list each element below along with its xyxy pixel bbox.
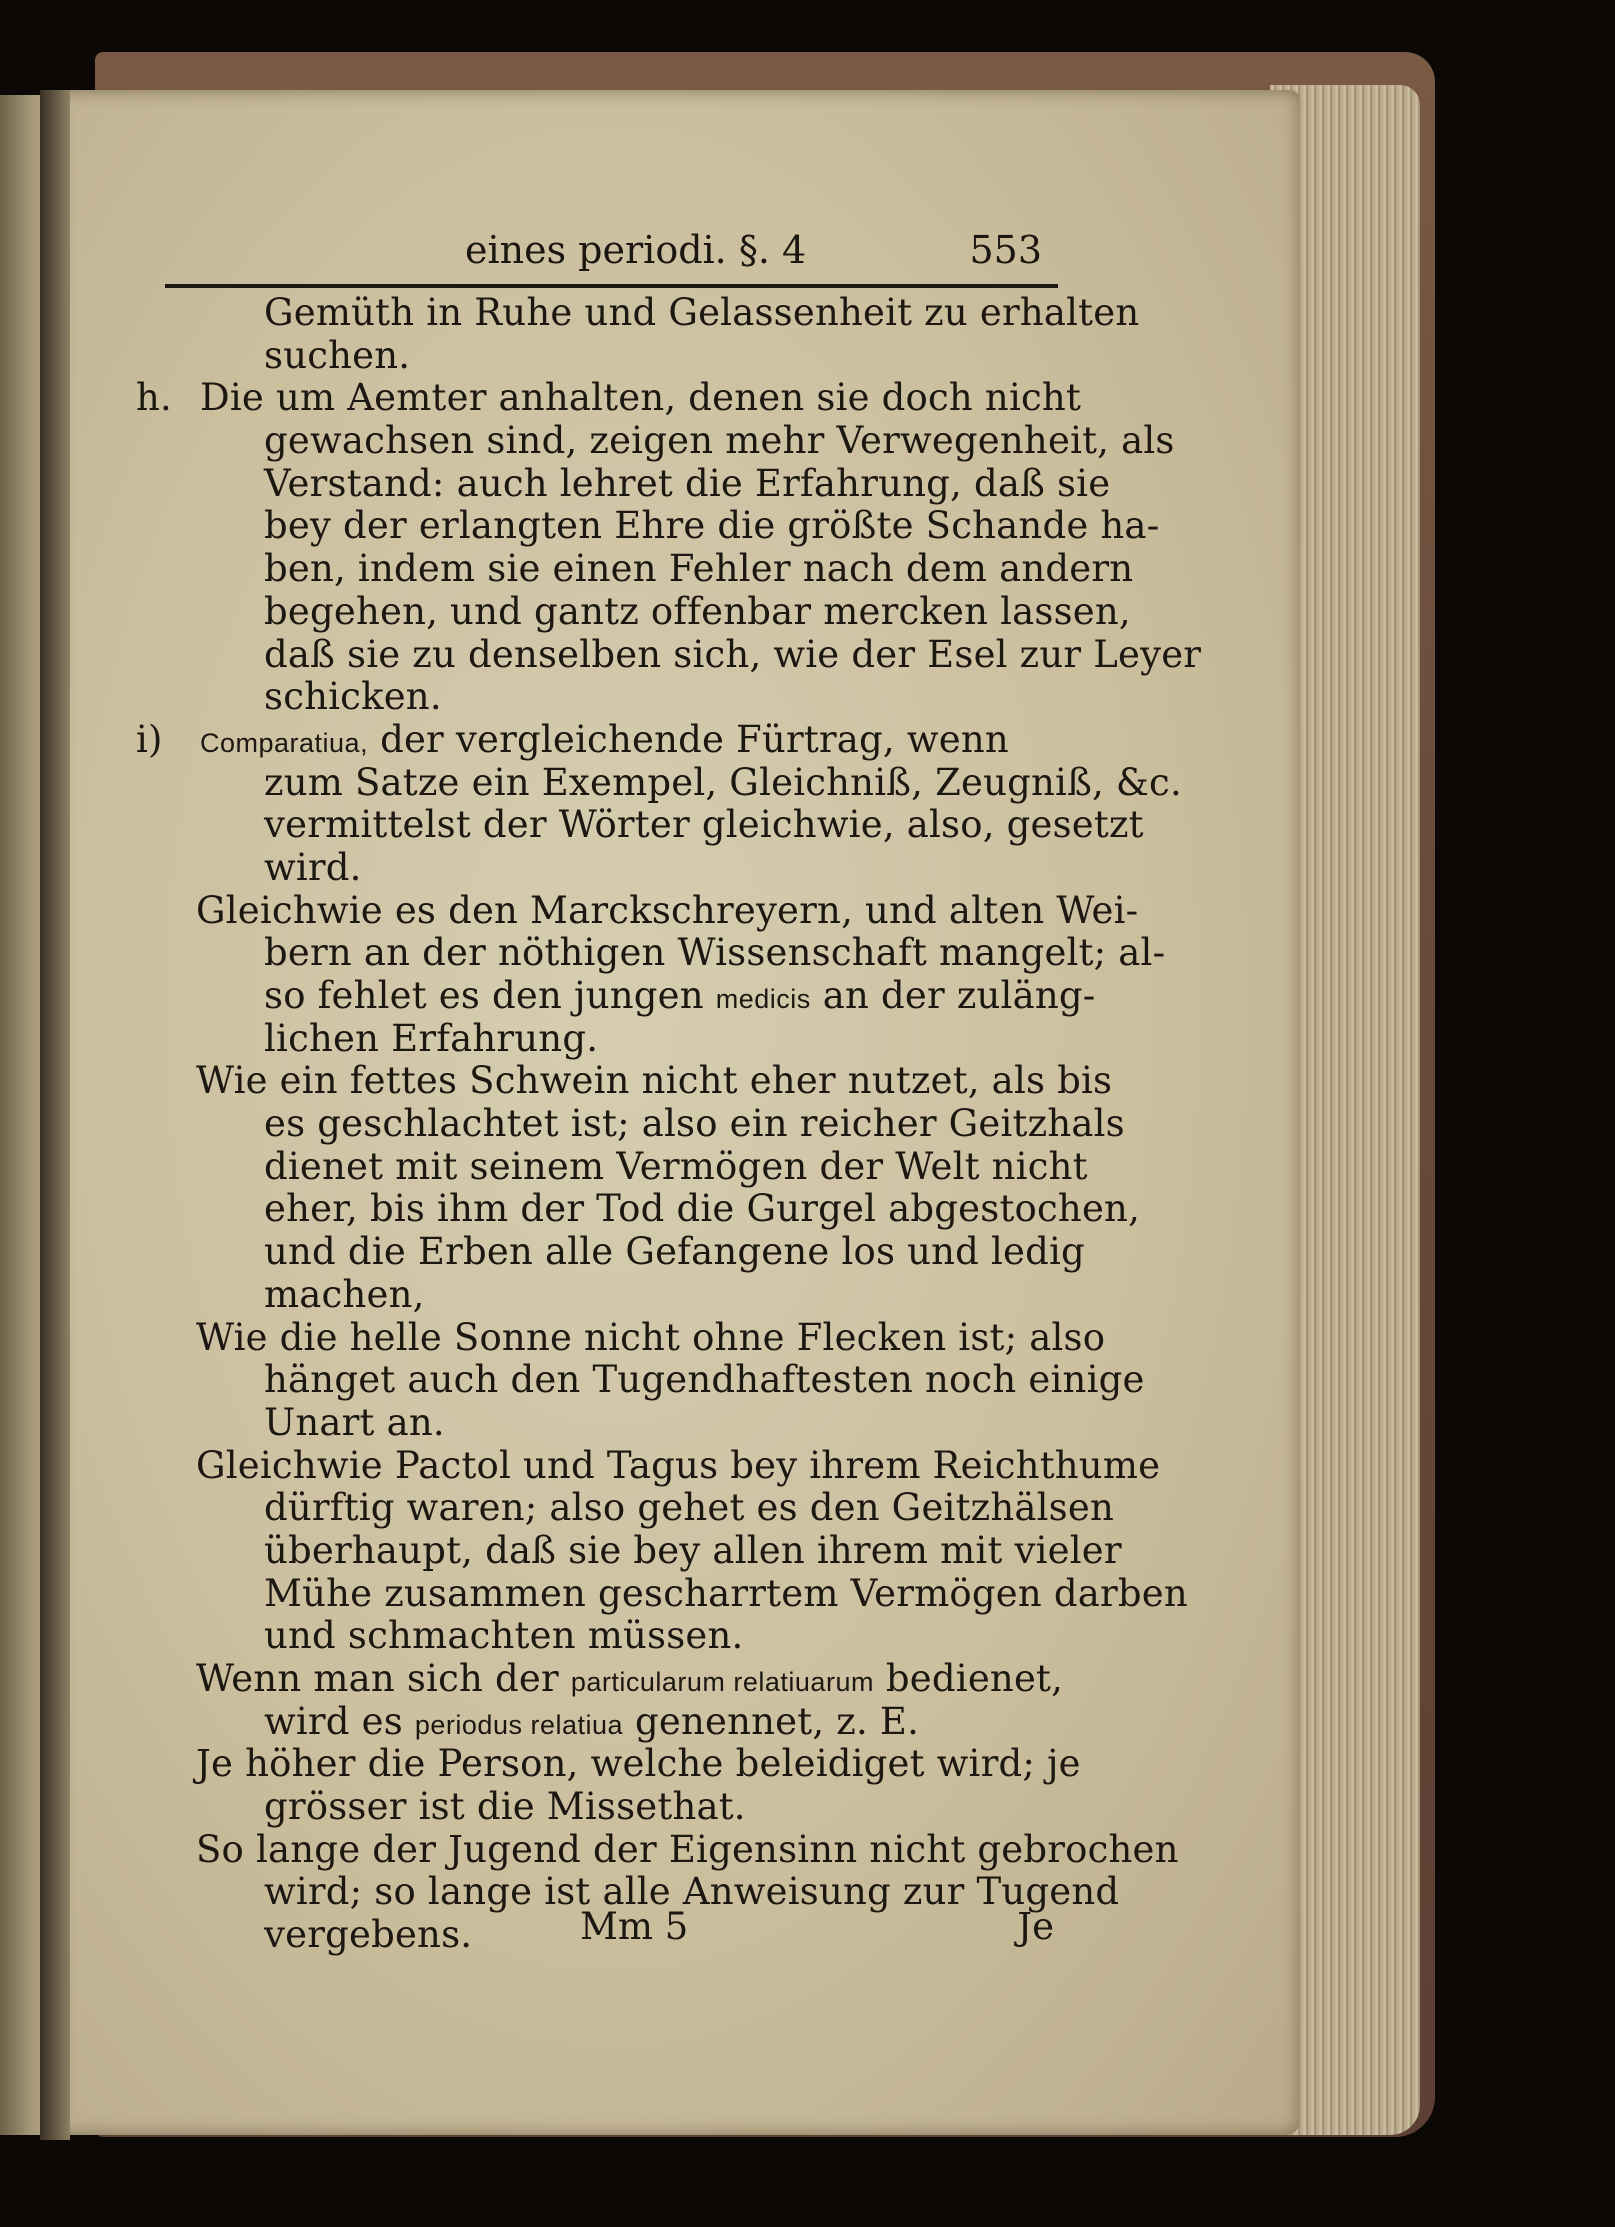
text-line: Verstand: auch lehret die Erfahrung, daß sie	[264, 461, 1111, 505]
text-line: Mühe zusammen gescharrtem Vermögen darben	[264, 1571, 1188, 1615]
page-number: 553	[969, 228, 1042, 272]
running-head	[165, 228, 1050, 278]
text-line: und schmachten müssen.	[264, 1614, 744, 1658]
text-line: h. Die um Aemter anhalten, denen sie doch nicht	[136, 376, 1082, 420]
latin-term: particularum relatiuarum	[570, 1667, 874, 1697]
text-line: überhaupt, daß sie bey allen ihrem mit vieler	[264, 1528, 1122, 1572]
body-text	[136, 291, 1202, 1957]
latin-term: Comparatiua,	[200, 727, 369, 758]
text-line: Gemüth in Ruhe und Gelassenheit zu erhalten	[264, 291, 1140, 334]
latin-term: periodus relatiua	[414, 1709, 624, 1740]
text-line: Unart an.	[264, 1400, 445, 1444]
page-footer	[200, 1905, 1060, 1955]
text-line: eher, bis ihm der Tod die Gurgel abgestochen,	[264, 1187, 1141, 1231]
text-line: grösser ist die Missethat.	[264, 1785, 746, 1829]
text-line: Wenn man sich der particularum relatiuarum bedienet,	[196, 1657, 1064, 1700]
text-line: wird; so lange ist alle Anweisung zur Tugend	[264, 1870, 1120, 1914]
text-line: bern an der nöthigen Wissenschaft mangelt; al-	[264, 931, 1166, 975]
entry-label-h: h.	[136, 376, 172, 420]
text-line: vermittelst der Wörter gleichwie, also, gesetzt	[264, 803, 1144, 847]
text-line: suchen.	[264, 333, 411, 377]
text-line: vergebens.	[264, 1913, 473, 1957]
signature-mark: Mm 5	[580, 1905, 689, 1948]
text-line: dienet mit seinem Vermögen der Welt nicht	[264, 1144, 1088, 1188]
text-line: Je höher die Person, welche beleidiget wird; je	[196, 1742, 1081, 1786]
spine-shadow	[40, 90, 70, 2140]
text-line: lichen Erfahrung.	[264, 1016, 599, 1060]
catchword: Je	[1017, 1905, 1054, 1948]
text-line: So lange der Jugend der Eigensinn nicht gebrochen	[196, 1827, 1179, 1871]
text-line: begehen, und gantz offenbar mercken lassen,	[264, 589, 1131, 633]
text-line: ben, indem sie einen Fehler nach dem andern	[264, 547, 1134, 591]
text-line: bey der erlangten Ehre die größte Schande ha-	[264, 504, 1160, 548]
text-line: zum Satze ein Exempel, Gleichniß, Zeugniß, &c.	[264, 760, 1182, 804]
text-line: hänget auch den Tugendhaftesten noch einige	[264, 1358, 1145, 1402]
text-line: gewachsen sind, zeigen mehr Verwegenheit, als	[264, 419, 1175, 463]
running-title: eines periodi. §. 4	[465, 228, 807, 272]
text-line: Wie die helle Sonne nicht ohne Flecken ist; also	[196, 1315, 1106, 1359]
latin-term: medicis	[715, 984, 811, 1014]
text-line: Wie ein fettes Schwein nicht eher nutzet, als bis	[196, 1059, 1113, 1103]
text-line: wird es periodus relatiua genennet, z. E.	[264, 1699, 920, 1743]
text-line: Gleichwie es den Marckschreyern, und alten Wei-	[196, 888, 1139, 932]
text-line: daß sie zu denselben sich, wie der Esel zur Leyer	[264, 632, 1202, 676]
text-line: so fehlet es den jungen medicis an der zuläng-	[264, 974, 1096, 1017]
entry-label-i: i)	[136, 717, 163, 761]
text-line: und die Erben alle Gefangene los und ledig	[264, 1230, 1085, 1274]
text-line: schicken.	[264, 675, 442, 719]
text-line: Gleichwie Pactol und Tagus bey ihrem Reichthume	[196, 1443, 1161, 1487]
header-rule	[165, 284, 1058, 288]
text-line: machen,	[264, 1272, 425, 1316]
text-line: i) Comparatiua, der vergleichende Fürtrag, wenn	[136, 717, 1009, 761]
text-line: es geschlachtet ist; also ein reicher Geitzhals	[264, 1102, 1125, 1146]
text-line: wird.	[264, 845, 362, 889]
text-line: dürftig waren; also gehet es den Geitzhälsen	[264, 1486, 1114, 1530]
